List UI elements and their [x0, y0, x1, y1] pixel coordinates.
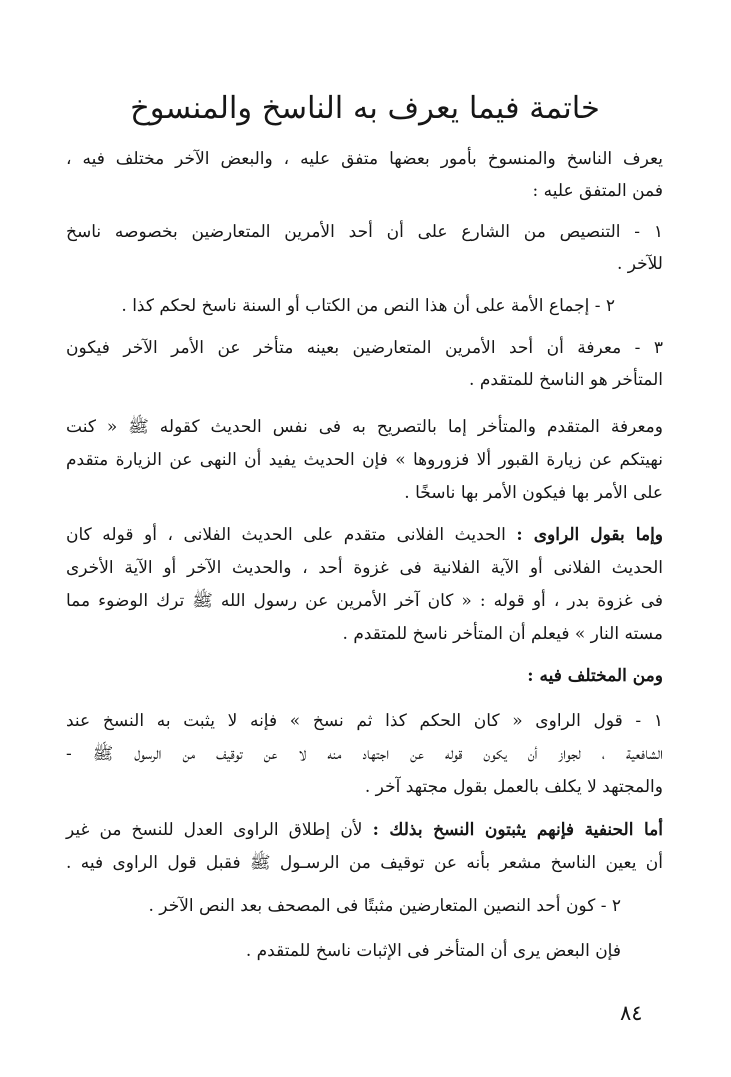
text-line: الحديث الفلانى أو الآية الفلانية فى غزوة أحد ، والحديث الآخر أو الآية الأخرى — [66, 558, 663, 578]
page-number: ٨٤ — [620, 1001, 643, 1025]
text-line: فى غزوة بدر ، أو قوله : « كان آخر الأمرين عن رسول الله ﷺ ترك الوضوء مما — [66, 591, 663, 611]
text-line — [66, 814, 663, 846]
text-line: للآخر . — [616, 254, 663, 274]
text-line: الشافعية ، لجواز أن يكون قوله عن اجتهاد منه لا عن توقيف من الرسول ﷺ - — [66, 744, 663, 764]
text-line: ٢ - إجماع الأمة على أن هذا النص من الكتاب أو السنة ناسخ لحكم كذا . — [121, 296, 615, 316]
section-heading: ومن المختلف فيه : — [527, 666, 663, 686]
text-line: نهيتكم عن زيارة القبور ألا فزوروها » فإن الحديث يفيد أن النهى عن الزيارة متقدم — [66, 450, 663, 470]
page-title: خاتمة فيما يعرف به الناسخ والمنسوخ — [130, 91, 600, 126]
text-run: الحديث الفلانى متقدم على الحديث الفلانى ، أو قوله كان — [66, 525, 506, 545]
text-line: ٣ - معرفة أن أحد الأمرين المتعارضين بعينه متأخر عن الأمر الآخر فيكون — [66, 338, 663, 358]
text-line: فإن البعض يرى أن المتأخر فى الإثبات ناسخ للمتقدم . — [245, 941, 621, 961]
text-line: والمجتهد لا يكلف بالعمل بقول مجتهد آخر . — [364, 777, 663, 797]
text-line: أن يعين الناسخ مشعر بأنه عن توقيف من الرسـول ﷺ فقبل قول الراوى فيه . — [66, 853, 663, 873]
text-line: المتأخر هو الناسخ للمتقدم . — [469, 370, 663, 390]
text-line: ١ - التنصيص من الشارع على أن أحد الأمرين المتعارضين بخصوصه ناسخ — [66, 222, 663, 242]
bold-lead: وإما بقول الراوى : — [516, 525, 664, 545]
text-line: ٢ - كون أحد النصين المتعارضين مثبتًا فى المصحف بعد النص الآخر . — [148, 896, 621, 916]
text-line: فمن المتفق عليه : — [532, 181, 663, 201]
text-line: مسته النار » فيعلم أن المتأخر ناسخ للمتقدم . — [342, 624, 663, 644]
bold-lead: أما الحنفية فإنهم يثبتون النسخ بذلك : — [372, 820, 663, 840]
text-run: لأن إطلاق الراوى العدل للنسخ من غير — [66, 820, 363, 840]
text-line — [66, 519, 663, 551]
text-line: يعرف الناسخ والمنسوخ بأمور بعضها متفق عليه ، والبعض الآخر مختلف فيه ، — [66, 149, 663, 169]
text-line: على الأمر بها فيكون الأمر بها ناسخًا . — [404, 483, 663, 503]
text-line: ومعرفة المتقدم والمتأخر إما بالتصريح به فى نفس الحديث كقوله ﷺ « كنت — [66, 417, 663, 437]
text-line: ١ - قول الراوى « كان الحكم كذا ثم نسخ » فإنه لا يثبت به النسخ عند — [66, 711, 663, 731]
